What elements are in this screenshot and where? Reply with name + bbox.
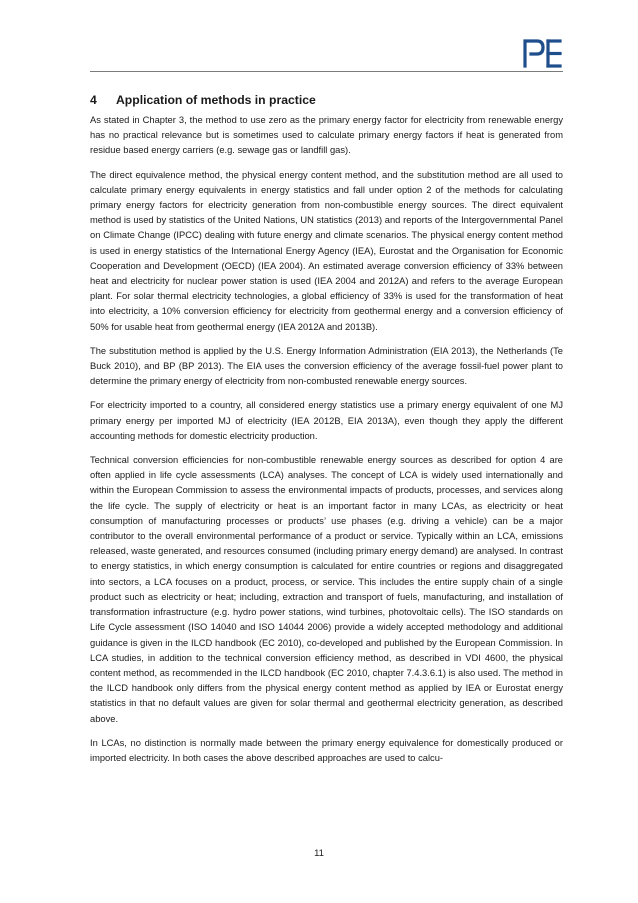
section-number: 4 bbox=[90, 93, 97, 107]
paragraph: Technical conversion efficiencies for non-combustible renewable energy sources as described for option 4 are often applied in life cycle assessments (LCA) analyses. The concept of LCA is widely used internationally and within the European Commission to assess the environmental impacts of products, processes, and services along the life cycle. The supply of electricity or heat is an important factor in many LCAs, as electricity or heat consumption of manufacturing processes or products’ use phases (e.g. driving a vehicle) can be a major contributor to the overall environmental performance of a product or service. Typically within an LCA, emissions released, waste generated, and resources consumed (including primary energy demand) are analysed. In contrast to energy statistics, in which energy consumption is calculated for entire countries or regions and disaggregated into sectors, a LCA focuses on a product, process, or service. This includes the entire supply chain of a single product such as electricity or heat; including, extraction and transport of fuels, manufacturing, and installation of transformation infrastructure (e.g. hydro power stations, wind turbines, photovoltaic cells). The ISO standards on Life Cycle assessment (ISO 14040 and ISO 14044 2006) provide a widely accepted methodology and additional guidance is given in the ILCD handbook (EC 2010), co-developed and published by the European Commission. In LCA studies, in addition to the technical conversion efficiency method, as described in VDI 4600, the physical content method, as recommended in the ILCD handbook (EC 2010, chapter 7.4.3.6.1) is also used. The method in the ILCD handbook only differs from the physical energy content method as applied by IEA or Eurostat energy statistics in that no default values are given for solar thermal and geothermal electricity generation, as described above. bbox=[90, 455, 563, 724]
paragraph: The substitution method is applied by the U.S. Energy Information Administration (EIA 2013), the Netherlands (Te Buck 2010), and BP (BP 2013). The EIA uses the conversion efficiency of the average fossil-fuel power plant to determine the primary energy of electricity from non-combusted renewable energy sources. bbox=[90, 345, 563, 387]
pe-logo-icon bbox=[522, 38, 562, 68]
paragraph: The direct equivalence method, the physical energy content method, and the substitution method are all used to calculate primary energy equivalents in energy statistics and fall under option 2 of the methods for calculating primary energy factors for electricity generation from non-combustible energy sources. The direct equivalent method is used by statistics of the United Nations, UN statistics (2013) and reports of the Intergovernmental Panel on Climate Change (IPCC) dealing with future energy and climate scenarios. The physical energy content method is used in energy statistics of the International Energy Agency (IEA), Eurostat and the Organisation for Economic Cooperation and Development (OECD) (IEA 2004). An estimated average conversion efficiency of 33% between heat and electricity for nuclear power station is used (IEA 2004 and 2012A) and refers to the average European plant. For solar thermal electricity technologies, a global efficiency of 33% is used for the transformation of heat into electricity, a 10% conversion efficiency for electricity from geothermal energy and a conversion efficiency of 50% for usable heat from geothermal energy (IEA 2012A and 2013B). bbox=[90, 169, 563, 332]
paragraph: In LCAs, no distinction is normally made between the primary energy equivalence for domestically produced or imported electricity. In both cases the above described approaches are used to calcu- bbox=[90, 737, 563, 763]
page-number: 11 bbox=[314, 848, 324, 859]
paragraph: For electricity imported to a country, all considered energy statistics use a primary energy equivalent of one MJ primary energy per imported MJ of electricity (IEA 2012B, EIA 2013A), even though they apply the different accounting methods for domestic electricity production. bbox=[90, 400, 563, 441]
header-rule bbox=[90, 71, 563, 72]
section-heading bbox=[90, 92, 563, 108]
paragraph: As stated in Chapter 3, the method to use zero as the primary energy factor for electricity from renewable energy has no practical relevance but is sometimes used to calculate primary energy factors if heat is generated from residue based energy carriers (e.g. sewage gas or landfill gas). bbox=[90, 115, 563, 156]
section-title: Application of methods in practice bbox=[116, 93, 316, 107]
page-content bbox=[90, 92, 563, 775]
